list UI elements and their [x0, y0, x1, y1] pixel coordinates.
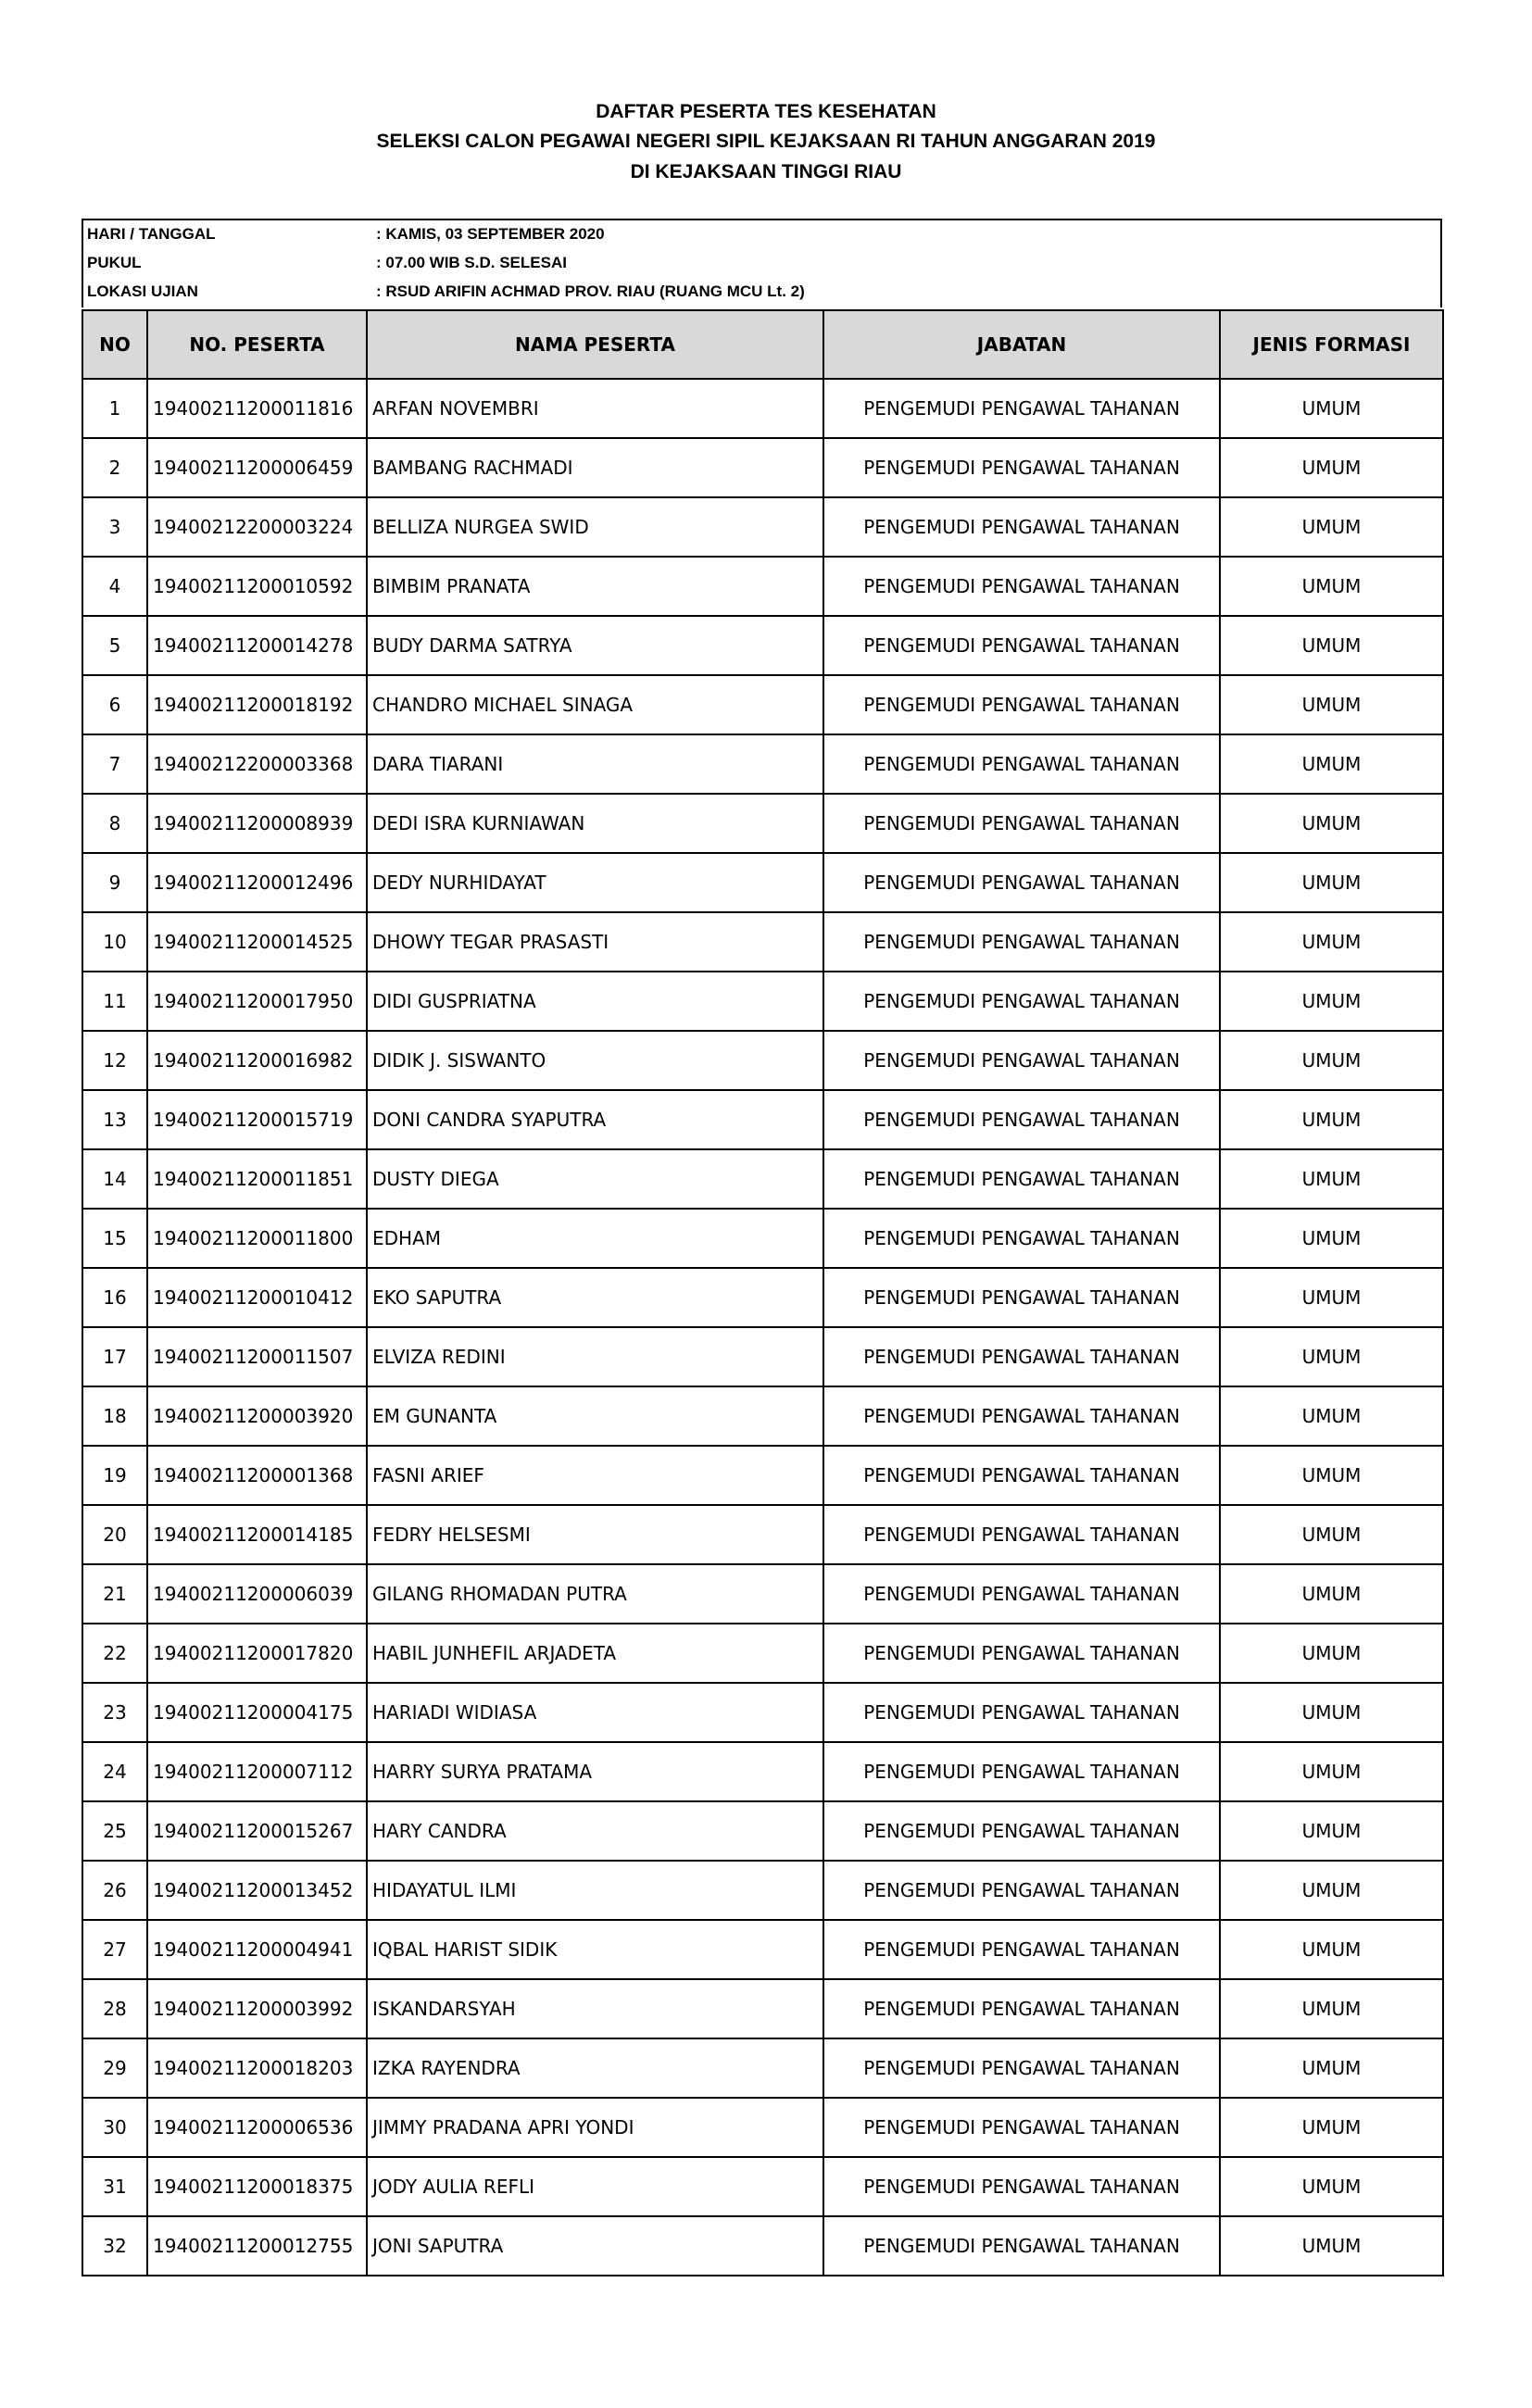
- participant-number-cell: 19400211200016982: [147, 1031, 367, 1090]
- formation-type-cell: UMUM: [1220, 1801, 1443, 1861]
- formation-type-cell: UMUM: [1220, 1742, 1443, 1801]
- row-number-cell: 15: [82, 1209, 147, 1268]
- participant-name-cell: DHOWY TEGAR PRASASTI: [367, 912, 823, 972]
- participant-number-cell: 19400211200015719: [147, 1090, 367, 1149]
- table-row: [82, 497, 1443, 557]
- participant-number-cell: 19400211200006536: [147, 2098, 367, 2157]
- position-cell: PENGEMUDI PENGAWAL TAHANAN: [823, 438, 1220, 497]
- participant-name-cell: DEDY NURHIDAYAT: [367, 853, 823, 912]
- position-cell: PENGEMUDI PENGAWAL TAHANAN: [823, 1446, 1220, 1505]
- participant-name-cell: HARIADI WIDIASA: [367, 1683, 823, 1742]
- participant-name-cell: IQBAL HARIST SIDIK: [367, 1920, 823, 1979]
- participant-name-cell: JIMMY PRADANA APRI YONDI: [367, 2098, 823, 2157]
- participant-name-cell: ARFAN NOVEMBRI: [367, 379, 823, 438]
- participant-number-cell: 19400211200006459: [147, 438, 367, 497]
- row-number-cell: 31: [82, 2157, 147, 2216]
- participant-name-cell: JONI SAPUTRA: [367, 2216, 823, 2276]
- participant-name-cell: FEDRY HELSESMI: [367, 1505, 823, 1564]
- position-cell: PENGEMUDI PENGAWAL TAHANAN: [823, 1624, 1220, 1683]
- participant-number-cell: 19400211200018192: [147, 675, 367, 734]
- participant-number-cell: 19400211200008939: [147, 794, 367, 853]
- table-row: [82, 794, 1443, 853]
- row-number-cell: 17: [82, 1327, 147, 1386]
- exam-info-box: [82, 219, 1442, 307]
- table-row: [82, 1564, 1443, 1624]
- participant-number-cell: 19400211200004941: [147, 1920, 367, 1979]
- table-row: [82, 1683, 1443, 1742]
- formation-type-cell: UMUM: [1220, 1327, 1443, 1386]
- row-number-cell: 11: [82, 972, 147, 1031]
- formation-type-cell: UMUM: [1220, 734, 1443, 794]
- participant-number-cell: 19400211200010592: [147, 557, 367, 616]
- position-cell: PENGEMUDI PENGAWAL TAHANAN: [823, 912, 1220, 972]
- position-cell: PENGEMUDI PENGAWAL TAHANAN: [823, 2038, 1220, 2098]
- participant-name-cell: JODY AULIA REFLI: [367, 2157, 823, 2216]
- table-row: [82, 1268, 1443, 1327]
- formation-type-cell: UMUM: [1220, 2216, 1443, 2276]
- formation-type-cell: UMUM: [1220, 497, 1443, 557]
- participant-number-cell: 19400211200006039: [147, 1564, 367, 1624]
- table-row: [82, 1624, 1443, 1683]
- position-cell: PENGEMUDI PENGAWAL TAHANAN: [823, 1979, 1220, 2038]
- formation-type-cell: UMUM: [1220, 1031, 1443, 1090]
- time-value: : 07.00 WIB S.D. SELESAI: [376, 254, 567, 271]
- position-cell: PENGEMUDI PENGAWAL TAHANAN: [823, 1386, 1220, 1446]
- row-number-cell: 8: [82, 794, 147, 853]
- position-cell: PENGEMUDI PENGAWAL TAHANAN: [823, 1742, 1220, 1801]
- formation-type-cell: UMUM: [1220, 2038, 1443, 2098]
- row-number-cell: 26: [82, 1861, 147, 1920]
- participant-name-cell: HARRY SURYA PRATAMA: [367, 1742, 823, 1801]
- table-row: [82, 2216, 1443, 2276]
- participant-number-cell: 19400211200004175: [147, 1683, 367, 1742]
- position-cell: PENGEMUDI PENGAWAL TAHANAN: [823, 379, 1220, 438]
- participant-number-cell: 19400211200014185: [147, 1505, 367, 1564]
- participant-number-cell: 19400211200011507: [147, 1327, 367, 1386]
- document-title-line-3: DI KEJAKSAAN TINGGI RIAU: [630, 161, 902, 182]
- participant-number-cell: 19400211200011816: [147, 379, 367, 438]
- table-row: [82, 2098, 1443, 2157]
- column-header-participant-name: NAMA PESERTA: [367, 310, 823, 379]
- row-number-cell: 20: [82, 1505, 147, 1564]
- table-body: [82, 379, 1443, 2276]
- formation-type-cell: UMUM: [1220, 2098, 1443, 2157]
- participant-name-cell: DEDI ISRA KURNIAWAN: [367, 794, 823, 853]
- participant-number-cell: 19400211200018203: [147, 2038, 367, 2098]
- row-number-cell: 30: [82, 2098, 147, 2157]
- participant-number-cell: 19400211200012496: [147, 853, 367, 912]
- participant-name-cell: BAMBANG RACHMADI: [367, 438, 823, 497]
- participant-name-cell: BIMBIM PRANATA: [367, 557, 823, 616]
- row-number-cell: 16: [82, 1268, 147, 1327]
- table-row: [82, 972, 1443, 1031]
- row-number-cell: 21: [82, 1564, 147, 1624]
- participant-number-cell: 19400211200017820: [147, 1624, 367, 1683]
- formation-type-cell: UMUM: [1220, 1386, 1443, 1446]
- participants-table: [82, 309, 1444, 2276]
- row-number-cell: 22: [82, 1624, 147, 1683]
- position-cell: PENGEMUDI PENGAWAL TAHANAN: [823, 497, 1220, 557]
- participant-number-cell: 19400211200012755: [147, 2216, 367, 2276]
- column-header-no: NO: [82, 310, 147, 379]
- table-row: [82, 734, 1443, 794]
- position-cell: PENGEMUDI PENGAWAL TAHANAN: [823, 1327, 1220, 1386]
- participant-number-cell: 19400211200011851: [147, 1149, 367, 1209]
- position-cell: PENGEMUDI PENGAWAL TAHANAN: [823, 1920, 1220, 1979]
- formation-type-cell: UMUM: [1220, 379, 1443, 438]
- row-number-cell: 25: [82, 1801, 147, 1861]
- row-number-cell: 14: [82, 1149, 147, 1209]
- formation-type-cell: UMUM: [1220, 1683, 1443, 1742]
- table-row: [82, 1979, 1443, 2038]
- table-row: [82, 1327, 1443, 1386]
- participant-number-cell: 19400211200013452: [147, 1861, 367, 1920]
- position-cell: PENGEMUDI PENGAWAL TAHANAN: [823, 616, 1220, 675]
- row-number-cell: 29: [82, 2038, 147, 2098]
- table-row: [82, 438, 1443, 497]
- formation-type-cell: UMUM: [1220, 557, 1443, 616]
- formation-type-cell: UMUM: [1220, 1920, 1443, 1979]
- table-row: [82, 675, 1443, 734]
- table-row: [82, 1209, 1443, 1268]
- row-number-cell: 23: [82, 1683, 147, 1742]
- formation-type-cell: UMUM: [1220, 794, 1443, 853]
- position-cell: PENGEMUDI PENGAWAL TAHANAN: [823, 734, 1220, 794]
- position-cell: PENGEMUDI PENGAWAL TAHANAN: [823, 1268, 1220, 1327]
- participant-number-cell: 19400211200014525: [147, 912, 367, 972]
- participant-number-cell: 19400211200014278: [147, 616, 367, 675]
- table-row: [82, 1031, 1443, 1090]
- day-value: : KAMIS, 03 SEPTEMBER 2020: [376, 225, 605, 243]
- participant-name-cell: ELVIZA REDINI: [367, 1327, 823, 1386]
- formation-type-cell: UMUM: [1220, 912, 1443, 972]
- location-label: LOKASI UJIAN: [87, 282, 198, 300]
- participant-number-cell: 19400211200001368: [147, 1446, 367, 1505]
- position-cell: PENGEMUDI PENGAWAL TAHANAN: [823, 1149, 1220, 1209]
- position-cell: PENGEMUDI PENGAWAL TAHANAN: [823, 1209, 1220, 1268]
- formation-type-cell: UMUM: [1220, 972, 1443, 1031]
- formation-type-cell: UMUM: [1220, 1505, 1443, 1564]
- formation-type-cell: UMUM: [1220, 1861, 1443, 1920]
- document-title-line-2: SELEKSI CALON PEGAWAI NEGERI SIPIL KEJAKSAAN RI TAHUN ANGGARAN 2019: [376, 131, 1156, 152]
- formation-type-cell: UMUM: [1220, 2157, 1443, 2216]
- participant-number-cell: 19400211200010412: [147, 1268, 367, 1327]
- row-number-cell: 1: [82, 379, 147, 438]
- participant-name-cell: ISKANDARSYAH: [367, 1979, 823, 2038]
- participant-name-cell: HIDAYATUL ILMI: [367, 1861, 823, 1920]
- row-number-cell: 18: [82, 1386, 147, 1446]
- participant-number-cell: 19400211200007112: [147, 1742, 367, 1801]
- position-cell: PENGEMUDI PENGAWAL TAHANAN: [823, 2157, 1220, 2216]
- position-cell: PENGEMUDI PENGAWAL TAHANAN: [823, 794, 1220, 853]
- participant-number-cell: 19400211200003992: [147, 1979, 367, 2038]
- table-header-row: [82, 310, 1443, 379]
- table-row: [82, 1505, 1443, 1564]
- table-row: [82, 2038, 1443, 2098]
- participant-number-cell: 19400212200003224: [147, 497, 367, 557]
- position-cell: PENGEMUDI PENGAWAL TAHANAN: [823, 1861, 1220, 1920]
- time-label: PUKUL: [87, 254, 142, 271]
- participant-name-cell: BUDY DARMA SATRYA: [367, 616, 823, 675]
- participant-name-cell: CHANDRO MICHAEL SINAGA: [367, 675, 823, 734]
- day-label: HARI / TANGGAL: [87, 225, 216, 243]
- table-row: [82, 1090, 1443, 1149]
- participant-name-cell: FASNI ARIEF: [367, 1446, 823, 1505]
- row-number-cell: 9: [82, 853, 147, 912]
- table-row: [82, 1386, 1443, 1446]
- location-value: : RSUD ARIFIN ACHMAD PROV. RIAU (RUANG MCU Lt. 2): [376, 282, 805, 300]
- position-cell: PENGEMUDI PENGAWAL TAHANAN: [823, 1505, 1220, 1564]
- table-row: [82, 912, 1443, 972]
- participant-number-cell: 19400212200003368: [147, 734, 367, 794]
- table-row: [82, 1742, 1443, 1801]
- position-cell: PENGEMUDI PENGAWAL TAHANAN: [823, 1031, 1220, 1090]
- participant-name-cell: HARY CANDRA: [367, 1801, 823, 1861]
- row-number-cell: 2: [82, 438, 147, 497]
- table-row: [82, 557, 1443, 616]
- document-title-line-1: DAFTAR PESERTA TES KESEHATAN: [596, 101, 936, 122]
- participant-number-cell: 19400211200003920: [147, 1386, 367, 1446]
- formation-type-cell: UMUM: [1220, 1624, 1443, 1683]
- formation-type-cell: UMUM: [1220, 1564, 1443, 1624]
- formation-type-cell: UMUM: [1220, 1979, 1443, 2038]
- table-row: [82, 1920, 1443, 1979]
- row-number-cell: 27: [82, 1920, 147, 1979]
- participant-name-cell: BELLIZA NURGEA SWID: [367, 497, 823, 557]
- position-cell: PENGEMUDI PENGAWAL TAHANAN: [823, 1801, 1220, 1861]
- row-number-cell: 4: [82, 557, 147, 616]
- table-row: [82, 616, 1443, 675]
- table-row: [82, 1446, 1443, 1505]
- row-number-cell: 24: [82, 1742, 147, 1801]
- participant-name-cell: DARA TIARANI: [367, 734, 823, 794]
- position-cell: PENGEMUDI PENGAWAL TAHANAN: [823, 853, 1220, 912]
- position-cell: PENGEMUDI PENGAWAL TAHANAN: [823, 675, 1220, 734]
- row-number-cell: 5: [82, 616, 147, 675]
- row-number-cell: 3: [82, 497, 147, 557]
- row-number-cell: 19: [82, 1446, 147, 1505]
- row-number-cell: 12: [82, 1031, 147, 1090]
- participant-name-cell: IZKA RAYENDRA: [367, 2038, 823, 2098]
- column-header-position: JABATAN: [823, 310, 1220, 379]
- participant-name-cell: EDHAM: [367, 1209, 823, 1268]
- row-number-cell: 28: [82, 1979, 147, 2038]
- table-row: [82, 1801, 1443, 1861]
- position-cell: PENGEMUDI PENGAWAL TAHANAN: [823, 557, 1220, 616]
- participant-name-cell: EKO SAPUTRA: [367, 1268, 823, 1327]
- table-row: [82, 853, 1443, 912]
- position-cell: PENGEMUDI PENGAWAL TAHANAN: [823, 1683, 1220, 1742]
- participant-name-cell: DUSTY DIEGA: [367, 1149, 823, 1209]
- position-cell: PENGEMUDI PENGAWAL TAHANAN: [823, 2216, 1220, 2276]
- participant-name-cell: EM GUNANTA: [367, 1386, 823, 1446]
- formation-type-cell: UMUM: [1220, 1446, 1443, 1505]
- formation-type-cell: UMUM: [1220, 1090, 1443, 1149]
- participant-name-cell: HABIL JUNHEFIL ARJADETA: [367, 1624, 823, 1683]
- row-number-cell: 13: [82, 1090, 147, 1149]
- participant-name-cell: GILANG RHOMADAN PUTRA: [367, 1564, 823, 1624]
- position-cell: PENGEMUDI PENGAWAL TAHANAN: [823, 1564, 1220, 1624]
- participant-number-cell: 19400211200011800: [147, 1209, 367, 1268]
- position-cell: PENGEMUDI PENGAWAL TAHANAN: [823, 1090, 1220, 1149]
- formation-type-cell: UMUM: [1220, 616, 1443, 675]
- row-number-cell: 6: [82, 675, 147, 734]
- participant-number-cell: 19400211200017950: [147, 972, 367, 1031]
- position-cell: PENGEMUDI PENGAWAL TAHANAN: [823, 2098, 1220, 2157]
- table-row: [82, 379, 1443, 438]
- formation-type-cell: UMUM: [1220, 1209, 1443, 1268]
- formation-type-cell: UMUM: [1220, 438, 1443, 497]
- participant-name-cell: DIDIK J. SISWANTO: [367, 1031, 823, 1090]
- formation-type-cell: UMUM: [1220, 1268, 1443, 1327]
- participant-name-cell: DONI CANDRA SYAPUTRA: [367, 1090, 823, 1149]
- table-row: [82, 2157, 1443, 2216]
- column-header-formation-type: JENIS FORMASI: [1220, 310, 1443, 379]
- formation-type-cell: UMUM: [1220, 853, 1443, 912]
- table-row: [82, 1861, 1443, 1920]
- column-header-participant-number: NO. PESERTA: [147, 310, 367, 379]
- position-cell: PENGEMUDI PENGAWAL TAHANAN: [823, 972, 1220, 1031]
- formation-type-cell: UMUM: [1220, 675, 1443, 734]
- participant-number-cell: 19400211200018375: [147, 2157, 367, 2216]
- participant-number-cell: 19400211200015267: [147, 1801, 367, 1861]
- row-number-cell: 32: [82, 2216, 147, 2276]
- formation-type-cell: UMUM: [1220, 1149, 1443, 1209]
- row-number-cell: 10: [82, 912, 147, 972]
- table-row: [82, 1149, 1443, 1209]
- row-number-cell: 7: [82, 734, 147, 794]
- participant-name-cell: DIDI GUSPRIATNA: [367, 972, 823, 1031]
